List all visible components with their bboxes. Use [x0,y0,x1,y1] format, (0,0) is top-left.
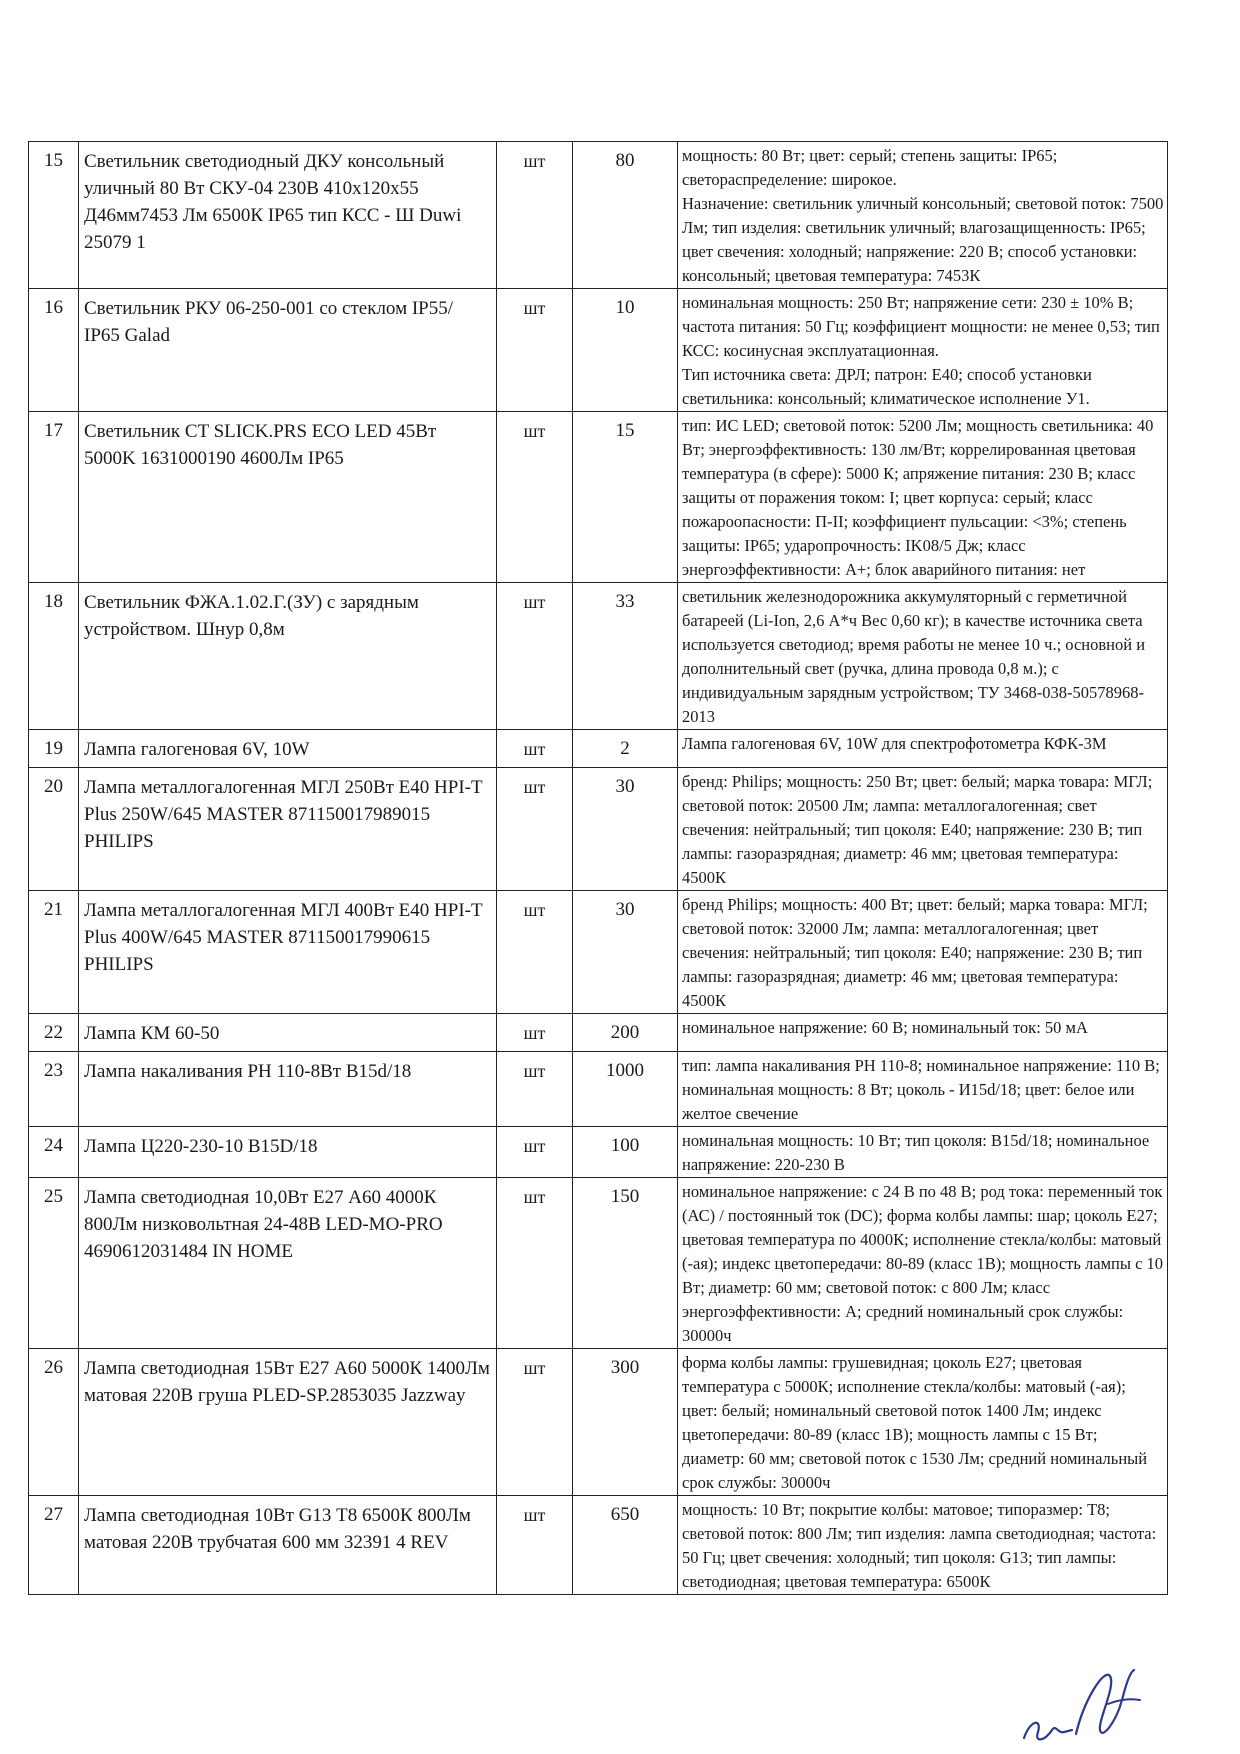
item-description [678,142,1168,289]
quantity: 10 [573,289,678,412]
quantity: 1000 [573,1052,678,1127]
item-name: Светильник РКУ 06-250-001 со стеклом IP55/ IP65 Galad [79,289,497,412]
unit-of-measure: шт [497,1349,573,1496]
quantity: 300 [573,1349,678,1496]
table-row [29,583,1168,730]
item-description [678,730,1168,768]
item-name: Лампа галогеновая 6V, 10W [79,730,497,768]
description-paragraph: Назначение: светильник уличный консольный; световой поток: 7500 Лм; тип изделия: светильник уличный; влагозащищенность: IP65; цвет свечения: холодный; напряжение: 220 В; способ установки: консольный; цветовая температура: 7453К [682,194,1164,285]
row-number: 19 [29,730,79,768]
item-description [678,1014,1168,1052]
row-number: 27 [29,1496,79,1595]
description-paragraph: Тип источника света: ДРЛ; патрон: Е40; способ установки светильника: консольный; климатическое исполнение У1. [682,365,1092,408]
row-number: 22 [29,1014,79,1052]
item-name: Лампа светодиодная 15Вт Е27 А60 5000К 1400Лм матовая 220В груша PLED-SP.2853035 Jazzway [79,1349,497,1496]
table-row [29,1014,1168,1052]
item-description [678,583,1168,730]
description-paragraph: номинальная мощность: 10 Вт; тип цоколя: B15d/18; номинальное напряжение: 220-230 В [682,1131,1150,1174]
table-row [29,1178,1168,1349]
item-description [678,289,1168,412]
row-number: 21 [29,891,79,1014]
table-row [29,768,1168,891]
description-paragraph: номинальное напряжение: с 24 В по 48 В; род тока: переменный ток (АС) / постоянный ток (DC); форма колбы лампы: шар; цоколь Е27; цветовая температура по 4000К; исполнение стекла/колбы: матовый (-ая); индекс цветопередачи: 80-89 (класс 1В); мощность лампы с 10 Вт; диаметр: 60 мм; световой поток: с 800 Лм; класс энергоэффективности: А; средний номинальный срок службы: 30000ч [682,1182,1164,1345]
quantity: 30 [573,768,678,891]
description-paragraph: светильник железнодорожника аккумуляторный с герметичной батареей (Li-Ion, 2,6 А*ч Вес 0,60 кг); в качестве источника света используется светодиод; время работы не менее 10 ч.; основной и дополнительный свет (ручка, длина провода 0,8 м.); с индивидуальным зарядным устройством; ТУ 3468-038-50578968-2013 [682,587,1146,726]
table-row [29,1127,1168,1178]
unit-of-measure: шт [497,1178,573,1349]
unit-of-measure: шт [497,768,573,891]
item-description [678,1349,1168,1496]
description-paragraph: тип: ИС LED; световой поток: 5200 Лм; мощность светильника: 40 Вт; энергоэффективность: 130 лм/Вт; коррелированная цветовая температура (в сфере): 5000 К; апряжение питания: 230 В; класс защиты от поражения током: I; цвет корпуса: серый; класс пожароопасности: П-II; коэффициент пульсации: <3%; степень защиты: IP65; ударопрочность: IK08/5 Дж; класс энергоэффективности: А+; блок аварийного питания: нет [682,416,1154,579]
row-number: 20 [29,768,79,891]
description-paragraph: бренд Philips; мощность: 400 Вт; цвет: белый; марка товара: МГЛ; световой поток: 32000 Лм; лампа: металлогалогенная; цвет свечения: нейтральный; тип цоколя: Е40; напряжение: 230 В; тип лампы: газоразрядная; диаметр: 46 мм; цветовая температура: 4500К [682,895,1148,1010]
row-number: 24 [29,1127,79,1178]
row-number: 15 [29,142,79,289]
quantity: 200 [573,1014,678,1052]
item-name: Светильник ФЖА.1.02.Г.(ЗУ) с зарядным устройством. Шнур 0,8м [79,583,497,730]
unit-of-measure: шт [497,289,573,412]
description-paragraph: номинальное напряжение: 60 В; номинальный ток: 50 мА [682,1018,1088,1037]
item-name: Светильник светодиодный ДКУ консольный уличный 80 Вт СКУ-04 230В 410х120х55 Д46мм7453 Лм 6500К IP65 тип КСС - Ш Duwi 25079 1 [79,142,497,289]
table-row [29,730,1168,768]
quantity: 30 [573,891,678,1014]
description-paragraph: бренд: Philips; мощность: 250 Вт; цвет: белый; марка товара: МГЛ; световой поток: 20500 Лм; лампа: металлогалогенная; свет свечения: нейтральный; тип цоколя: Е40; напряжение: 230 В; тип лампы: газоразрядная; диаметр: 46 мм; цветовая температура: 4500К [682,772,1153,887]
table-row [29,1349,1168,1496]
description-paragraph: мощность: 10 Вт; покрытие колбы: матовое; типоразмер: Т8; световой поток: 800 Лм; тип изделия: лампа светодиодная; частота: 50 Гц; цвет свечения: холодный; тип цоколя: G13; тип лампы: светодиодная; цветовая температура: 6500К [682,1500,1157,1591]
row-number: 26 [29,1349,79,1496]
item-name: Лампа КМ 60-50 [79,1014,497,1052]
quantity: 80 [573,142,678,289]
description-paragraph: форма колбы лампы: грушевидная; цоколь Е27; цветовая температура с 5000К; исполнение стекла/колбы: матовый (-ая); цвет: белый; номинальный световой поток 1400 Лм; индекс цветопередачи: 80-89 (класс 1В); мощность лампы с 15 Вт; диаметр: 60 мм; световой поток с 1530 Лм; средний номинальный срок службы: 30000ч [682,1353,1148,1492]
unit-of-measure: шт [497,583,573,730]
row-number: 23 [29,1052,79,1127]
handwritten-signature [1012,1660,1172,1750]
row-number: 25 [29,1178,79,1349]
row-number: 18 [29,583,79,730]
unit-of-measure: шт [497,1496,573,1595]
item-name: Лампа Ц220-230-10 B15D/18 [79,1127,497,1178]
item-description [678,891,1168,1014]
item-description [678,1496,1168,1595]
item-description [678,1178,1168,1349]
item-name: Светильник CT SLICK.PRS ECO LED 45Вт 5000K 1631000190 4600Лм IP65 [79,412,497,583]
unit-of-measure: шт [497,1052,573,1127]
item-name: Лампа металлогалогенная МГЛ 250Вт Е40 HPI-T Plus 250W/645 MASTER 871150017989015 PHILIPS [79,768,497,891]
table-row [29,412,1168,583]
item-description [678,1127,1168,1178]
quantity: 150 [573,1178,678,1349]
table-row [29,1052,1168,1127]
unit-of-measure: шт [497,142,573,289]
quantity: 100 [573,1127,678,1178]
item-name: Лампа металлогалогенная МГЛ 400Вт Е40 HPI-T Plus 400W/645 MASTER 871150017990615 PHILIPS [79,891,497,1014]
item-description [678,768,1168,891]
item-description [678,1052,1168,1127]
item-name: Лампа светодиодная 10Вт G13 Т8 6500К 800Лм матовая 220В трубчатая 600 мм 32391 4 REV [79,1496,497,1595]
unit-of-measure: шт [497,730,573,768]
quantity: 650 [573,1496,678,1595]
quantity: 33 [573,583,678,730]
specification-table-body [29,142,1168,1595]
item-description [678,412,1168,583]
description-paragraph: номинальная мощность: 250 Вт; напряжение сети: 230 ± 10% В; частота питания: 50 Гц; коэффициент мощности: не менее 0,53; тип КСС: косинусная эксплуатационная. [682,293,1160,360]
description-paragraph: Лампа галогеновая 6V, 10W для спектрофотометра КФК-3М [682,734,1107,753]
unit-of-measure: шт [497,1014,573,1052]
unit-of-measure: шт [497,1127,573,1178]
item-name: Лампа светодиодная 10,0Вт Е27 А60 4000К 800Лм низковольтная 24-48В LED-MO-PRO 4690612031484 IN HOME [79,1178,497,1349]
unit-of-measure: шт [497,412,573,583]
table-row [29,142,1168,289]
quantity: 15 [573,412,678,583]
specification-table [28,141,1168,1595]
row-number: 16 [29,289,79,412]
item-name: Лампа накаливания РН 110-8Вт B15d/18 [79,1052,497,1127]
description-paragraph: мощность: 80 Вт; цвет: серый; степень защиты: IP65; светораспределение: широкое. [682,146,1058,189]
table-row [29,289,1168,412]
quantity: 2 [573,730,678,768]
description-paragraph: тип: лампа накаливания РН 110-8; номинальное напряжение: 110 В; номинальная мощность: 8 Вт; цоколь - И15d/18; цвет: белое или желтое свечение [682,1056,1160,1123]
row-number: 17 [29,412,79,583]
table-row [29,891,1168,1014]
table-row [29,1496,1168,1595]
unit-of-measure: шт [497,891,573,1014]
